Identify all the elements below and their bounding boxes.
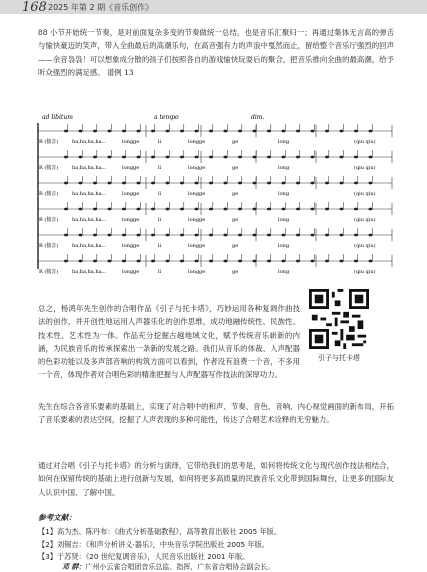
lyric: long (278, 269, 290, 275)
note-head (369, 208, 373, 211)
note-head (224, 260, 228, 263)
note-head (224, 234, 228, 237)
lyric: li (158, 165, 162, 171)
note-head (325, 234, 329, 237)
note-head (238, 182, 242, 185)
note-head (311, 234, 315, 237)
note-head (325, 156, 329, 159)
note-head (151, 130, 155, 133)
syllables: ha,ha,ha,ha... (72, 165, 107, 171)
note-head (238, 156, 242, 159)
syllables: ha,ha,ha,ha... (72, 217, 107, 223)
note-head (224, 182, 228, 185)
lyric: longge (122, 165, 140, 171)
part-label: R (独音) (39, 139, 59, 145)
note-head (224, 156, 228, 159)
note-head (296, 208, 300, 211)
note-head (311, 130, 315, 133)
note-head (282, 182, 286, 185)
lyric: longge (188, 191, 206, 197)
note-head (325, 260, 329, 263)
note-head (64, 182, 68, 185)
note-head (166, 156, 170, 159)
reference-item: 【1】高为杰、陈丹布：《曲式分析基础教程》，高等教育出版社 2005 年版。 (38, 527, 282, 536)
note-head (122, 182, 126, 185)
note-head (79, 156, 83, 159)
note-head (253, 234, 257, 237)
note-head (79, 130, 83, 133)
note-head (325, 130, 329, 133)
note-head (93, 182, 97, 185)
note-head (151, 208, 155, 211)
note-head (369, 234, 373, 237)
note-head (267, 208, 271, 211)
note-head (195, 182, 199, 185)
lyric: li (158, 269, 162, 275)
lyric: li (158, 243, 162, 249)
note-head (296, 156, 300, 159)
score-end-label: (qiu qiu) (354, 269, 376, 275)
qr-caption: 引子与托卡塔 (318, 354, 360, 362)
note-head (340, 130, 344, 133)
syllables: ha,ha,ha,ha... (72, 139, 107, 145)
note-head (238, 260, 242, 263)
reference-item: 【2】刘锡吉：《和声分析讲义·器乐》，中央音乐学院出版社 2005 年版。 (38, 539, 269, 549)
lyric: longge (122, 269, 140, 275)
references-list (38, 526, 281, 564)
note-head (209, 208, 213, 211)
journal-title: 2025 年第 2 期《音乐创作》 (48, 3, 154, 12)
note-head (354, 208, 358, 211)
note-head (267, 182, 271, 185)
lyric: longge (188, 165, 206, 171)
note-head (238, 130, 242, 133)
note-head (180, 208, 184, 211)
score-end-label: (qiu qiu) (354, 165, 376, 171)
note-head (195, 156, 199, 159)
note-head (209, 182, 213, 185)
note-head (209, 234, 213, 237)
note-head (296, 130, 300, 133)
note-head (253, 130, 257, 133)
paragraph-1: 88 小节开始统一节奏，是对前面复杂多变的节奏做统一总结，也是音乐汇聚归一；再通过集体无言高的弹舌与愉快豪迈的笑声，带入全曲最后的高潮乐句，在高音强有力的声浪中戛然而止，留给整个音乐厅强烈的回声——余音袅袅！可以想象成分散的孩子们按照各自的游戏愉快玩耍后的聚合，把音乐推向全曲的最高潮，给予听众强烈的满足感。 谱例 13 (38, 28, 394, 77)
note-head (369, 156, 373, 159)
note-head (180, 234, 184, 237)
score-end-label: (qiu qiu) (354, 217, 376, 223)
note-head (180, 182, 184, 185)
note-head (296, 260, 300, 263)
note-head (122, 156, 126, 159)
note-head (166, 260, 170, 263)
score-mark: dim. (251, 114, 265, 121)
note-head (238, 208, 242, 211)
syllables: ha,ha,ha,ha... (72, 269, 107, 275)
lyric: ge (232, 139, 239, 145)
note-head (195, 234, 199, 237)
note-head (79, 234, 83, 237)
score-end-label: (qiu qiu) (354, 243, 376, 249)
note-head (267, 130, 271, 133)
note-head (224, 208, 228, 211)
note-head (137, 182, 141, 185)
author-name: 邓 群： (62, 563, 86, 571)
note-head (137, 208, 141, 211)
note-head (137, 156, 141, 159)
score-end-label: (qiu qiu) (354, 191, 376, 197)
note-head (79, 208, 83, 211)
score-end-label: (qiu qiu) (354, 139, 376, 145)
references-heading: 参考文献： (38, 513, 76, 522)
note-head (354, 260, 358, 263)
paragraph-2-continued: 先生在综合各音乐要素的基础上，实现了对合唱中的和声、节奏、音色、音响、内心视觉画面的新布局，开拓了音乐要素的表达空间，挖掘了人声表现的多种可能性，传达了合唱艺术诠释的无穷魅力。 (38, 402, 394, 425)
note-head (151, 156, 155, 159)
note-head (296, 234, 300, 237)
note-head (166, 208, 170, 211)
note-head (166, 234, 170, 237)
note-head (311, 260, 315, 263)
lyric: long (278, 139, 290, 145)
note-head (340, 234, 344, 237)
part-label: R (独音) (39, 191, 59, 197)
note-head (151, 234, 155, 237)
lyric: ge (232, 165, 239, 171)
note-head (253, 182, 257, 185)
note-head (209, 260, 213, 263)
note-head (311, 156, 315, 159)
note-head (282, 130, 286, 133)
note-head (108, 260, 112, 263)
note-head (267, 260, 271, 263)
note-head (137, 260, 141, 263)
note-head (93, 234, 97, 237)
note-head (369, 130, 373, 133)
lyric: long (278, 165, 290, 171)
note-head (64, 234, 68, 237)
note-head (166, 182, 170, 185)
note-head (137, 130, 141, 133)
note-head (180, 156, 184, 159)
note-head (282, 234, 286, 237)
lyric: li (158, 217, 162, 223)
note-head (209, 130, 213, 133)
note-head (180, 260, 184, 263)
lyric: li (158, 191, 162, 197)
note-head (340, 260, 344, 263)
note-head (354, 156, 358, 159)
note-head (282, 156, 286, 159)
note-head (354, 130, 358, 133)
lyric: longge (188, 217, 206, 223)
note-head (282, 208, 286, 211)
note-head (311, 208, 315, 211)
note-head (137, 234, 141, 237)
note-head (340, 208, 344, 211)
lyric: long (278, 243, 290, 249)
note-head (267, 156, 271, 159)
note-head (166, 130, 170, 133)
note-head (108, 156, 112, 159)
lyric: longge (122, 191, 140, 197)
note-head (64, 156, 68, 159)
lyric: longge (188, 243, 206, 249)
note-head (122, 234, 126, 237)
note-head (108, 208, 112, 211)
author-description: 广州小云雀合唱团音乐总监、指挥，广东省合唱协会副会长。 (85, 563, 275, 571)
note-head (122, 208, 126, 211)
note-head (93, 260, 97, 263)
note-head (325, 208, 329, 211)
note-head (267, 234, 271, 237)
note-head (354, 182, 358, 185)
lyric: longge (122, 217, 140, 223)
score-tempo: a tempo (154, 114, 179, 121)
note-head (64, 130, 68, 133)
note-head (325, 182, 329, 185)
note-head (64, 260, 68, 263)
note-head (282, 260, 286, 263)
note-head (209, 156, 213, 159)
note-head (108, 130, 112, 133)
lyric: longge (122, 139, 140, 145)
score-dynamic: ad libitum (42, 114, 73, 121)
lyric: ge (232, 191, 239, 197)
note-head (253, 208, 257, 211)
lyric: longge (188, 269, 206, 275)
note-head (253, 156, 257, 159)
note-head (93, 208, 97, 211)
syllables: ha,ha,ha,ha... (72, 191, 107, 197)
note-head (195, 130, 199, 133)
qr-code[interactable] (309, 289, 369, 349)
lyric: ge (232, 269, 239, 275)
note-head (195, 260, 199, 263)
page-number: 168 (22, 0, 47, 15)
note-head (180, 130, 184, 133)
reference-item: 【3】于苏贤：《20 世纪复调音乐》，人民音乐出版社 2001 年版。 (38, 552, 250, 561)
note-head (93, 130, 97, 133)
author-note (62, 562, 274, 572)
note-head (93, 156, 97, 159)
lyric: ge (232, 217, 239, 223)
note-head (253, 260, 257, 263)
note-head (151, 260, 155, 263)
paragraph-3: 通过对合唱《引子与托卡塔》的分析与演绎，它带给我们的思考是，如何将传统文化与现代创作技法相结合，如何在保留传统的基础上进行创新与发展，如何将更多高质量的民族音乐文化带到国际舞台，让更多的国际友人认识中国、了解中国。 (38, 461, 394, 497)
note-head (311, 182, 315, 185)
note-head (354, 234, 358, 237)
paragraph-2: 总之，杨鸿年先生创作的合唱作品《引子与托卡塔》，巧妙运用各种复调作曲技法的创作，并开创性地运用人声器乐化的创作思维，成功地融传统性、民族性、技术性、艺术性为一体。作品充分挖掘古越地域文化，赋予传统音乐崭新的内涵，为民族音乐的传承探索出一条新的发展之路。我们从音乐的体裁、人声配器的色彩功能以及多声部音响的构筑方面可以看到，作者没有浪费一个音，不多用一个音，体现作者对合唱色彩的精准把握与人声配器写作技法的深厚功力。 (38, 304, 300, 380)
note-head (151, 182, 155, 185)
note-head (122, 130, 126, 133)
note-head (340, 182, 344, 185)
note-head (224, 130, 228, 133)
lyric: ge (232, 243, 239, 249)
note-head (79, 260, 83, 263)
note-head (296, 182, 300, 185)
part-label: R (独音) (39, 243, 59, 249)
part-label: R (独音) (39, 165, 59, 171)
note-head (340, 156, 344, 159)
note-head (108, 234, 112, 237)
lyric: longge (122, 243, 140, 249)
note-head (238, 234, 242, 237)
lyric: longge (188, 139, 206, 145)
note-head (122, 260, 126, 263)
part-label: R (独音) (39, 269, 59, 275)
lyric: long (278, 217, 290, 223)
note-head (195, 208, 199, 211)
part-label: R (独音) (39, 217, 59, 223)
lyric: li (158, 139, 162, 145)
note-head (369, 182, 373, 185)
note-head (369, 260, 373, 263)
lyric: long (278, 191, 290, 197)
syllables: ha,ha,ha,ha... (72, 243, 107, 249)
score-example (36, 111, 394, 283)
note-head (79, 182, 83, 185)
note-head (64, 208, 68, 211)
note-head (108, 182, 112, 185)
